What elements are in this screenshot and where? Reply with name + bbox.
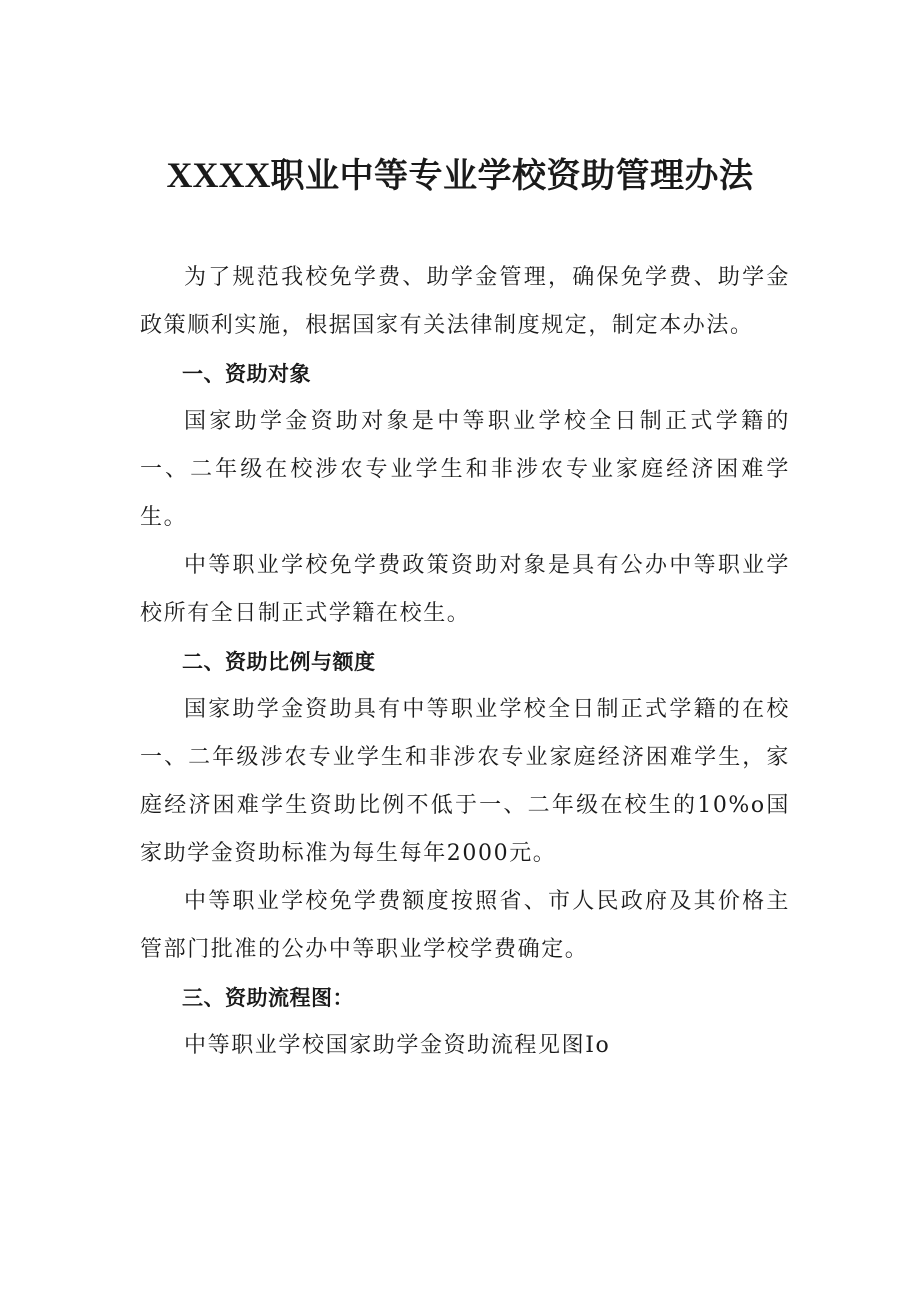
document-title <box>0 151 920 200</box>
section-heading-1: 一、资助对象 <box>182 362 311 386</box>
paragraph-2-2: 中等职业学校免学费额度按照省、市人民政府及其价格主管部门批准的公办中等职业学校学费确定。 <box>140 889 790 962</box>
paragraph-1-1: 国家助学金资助对象是中等职业学校全日制正式学籍的一、二年级在校涉农专业学生和非涉农专业家庭经济困难学生。 <box>140 409 790 530</box>
document-body <box>140 254 790 1070</box>
paragraph-2-1: 国家助学金资助具有中等职业学校全日制正式学籍的在校一、二年级涉农专业学生和非涉农专业家庭经济困难学生，家庭经济困难学生资助比例不低于一、二年级在校生的10%o国家助学金资助标准为每生每年2000元。 <box>140 697 790 866</box>
section-heading-3: 三、资助流程图： <box>182 986 354 1010</box>
section-heading-2: 二、资助比例与额度 <box>182 650 376 674</box>
title-latin-part: XXXX <box>166 154 271 195</box>
title-cjk-part: 职业中等专业学校资助管理办法 <box>270 155 754 196</box>
paragraph-3-1: 中等职业学校国家助学金资助流程见图Io <box>184 1033 611 1058</box>
paragraph-1-2: 中等职业学校免学费政策资助对象是具有公办中等职业学校所有全日制正式学籍在校生。 <box>140 553 790 626</box>
intro-paragraph: 为了规范我校免学费、助学金管理，确保免学费、助学金政策顺利实施，根据国家有关法律制度规定，制定本办法。 <box>140 265 790 338</box>
